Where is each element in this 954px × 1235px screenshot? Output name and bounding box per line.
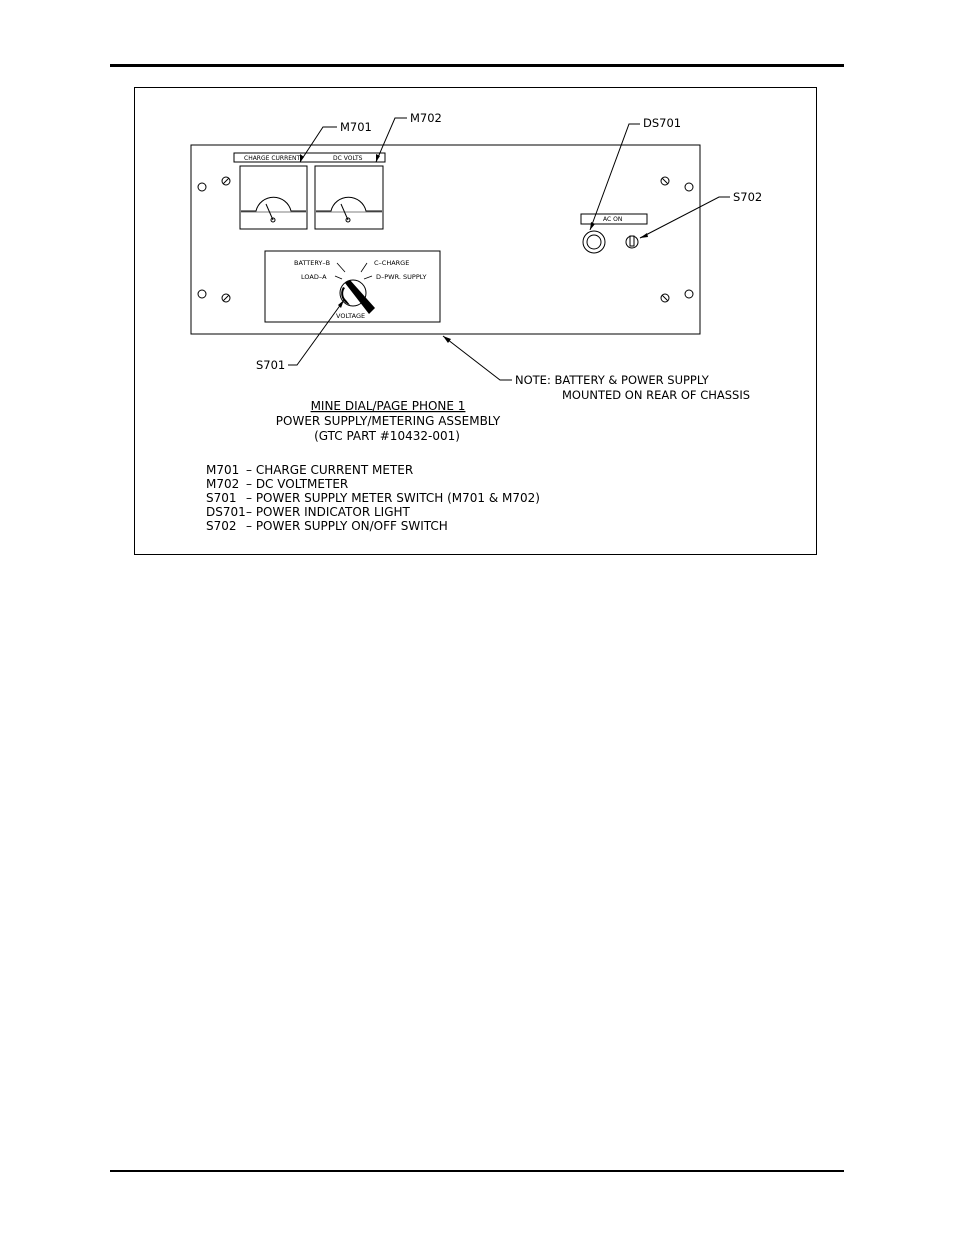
charge-current-meter: [240, 166, 307, 229]
voltage-label: VOLTAGE: [336, 312, 366, 320]
screw-bottom-right: [661, 294, 669, 302]
arrowhead-ds701: [590, 222, 595, 230]
legend-desc: – DC VOLTMETER: [246, 477, 349, 491]
screw-top-right: [661, 177, 669, 185]
position-tick-marks: [335, 263, 372, 279]
callout-s701: S701: [256, 358, 286, 372]
callout-m701: M701: [340, 120, 372, 134]
legend-desc: – POWER INDICATOR LIGHT: [246, 505, 410, 519]
note-line-1: NOTE: BATTERY & POWER SUPPLY: [515, 373, 709, 387]
leader-s701: [288, 300, 344, 365]
meter1-label: CHARGE CURRENT: [244, 155, 301, 162]
figure-title-line-3: (GTC PART #10432-001): [314, 429, 460, 443]
meter2-label: DC VOLTS: [333, 155, 363, 162]
arrowhead-note: [443, 336, 451, 343]
screw-top-left: [222, 177, 230, 185]
arrowhead-s702: [640, 233, 648, 238]
leader-m702: [376, 118, 407, 162]
screw-bottom-left: [222, 294, 230, 302]
note-line-2: MOUNTED ON REAR OF CHASSIS: [562, 388, 751, 402]
leader-note: [443, 336, 512, 380]
callout-m702: M702: [410, 111, 442, 125]
switch-pos-charge: C–CHARGE: [374, 259, 410, 267]
mount-hole-top-right: [685, 183, 693, 191]
legend-code: S702: [206, 519, 237, 533]
power-indicator-light: [583, 231, 605, 253]
on-off-toggle-switch: [626, 236, 638, 248]
figure-title-line-2: POWER SUPPLY/METERING ASSEMBLY: [275, 414, 501, 428]
legend-code: DS701: [206, 505, 246, 519]
callout-ds701: DS701: [643, 116, 682, 130]
legend-code: M702: [206, 477, 240, 491]
legend-desc: – POWER SUPPLY ON/OFF SWITCH: [246, 519, 448, 533]
arrowhead-m701: [300, 154, 304, 162]
front-panel: [191, 145, 700, 334]
mount-hole-top-left: [198, 183, 206, 191]
legend-desc: – POWER SUPPLY METER SWITCH (M701 & M702): [246, 491, 540, 505]
switch-pos-pwr: D–PWR. SUPPLY: [376, 273, 427, 281]
dc-voltmeter: [315, 166, 383, 229]
switch-pos-battery: BATTERY–B: [294, 259, 331, 267]
figure-title-line-1: MINE DIAL/PAGE PHONE 1: [310, 399, 466, 413]
legend-code: M701: [206, 463, 240, 477]
component-legend: [206, 463, 540, 533]
ac-on-label: AC ON: [603, 216, 623, 223]
legend-desc: – CHARGE CURRENT METER: [246, 463, 414, 477]
mount-hole-bottom-left: [198, 290, 206, 298]
legend-code: S701: [206, 491, 237, 505]
switch-pos-load: LOAD–A: [301, 273, 327, 281]
mount-hole-bottom-right: [685, 290, 693, 298]
callout-s702: S702: [733, 190, 763, 204]
leader-s702: [640, 197, 730, 238]
footer-rule: [110, 1170, 844, 1172]
rotary-selector-knob: [340, 280, 375, 314]
